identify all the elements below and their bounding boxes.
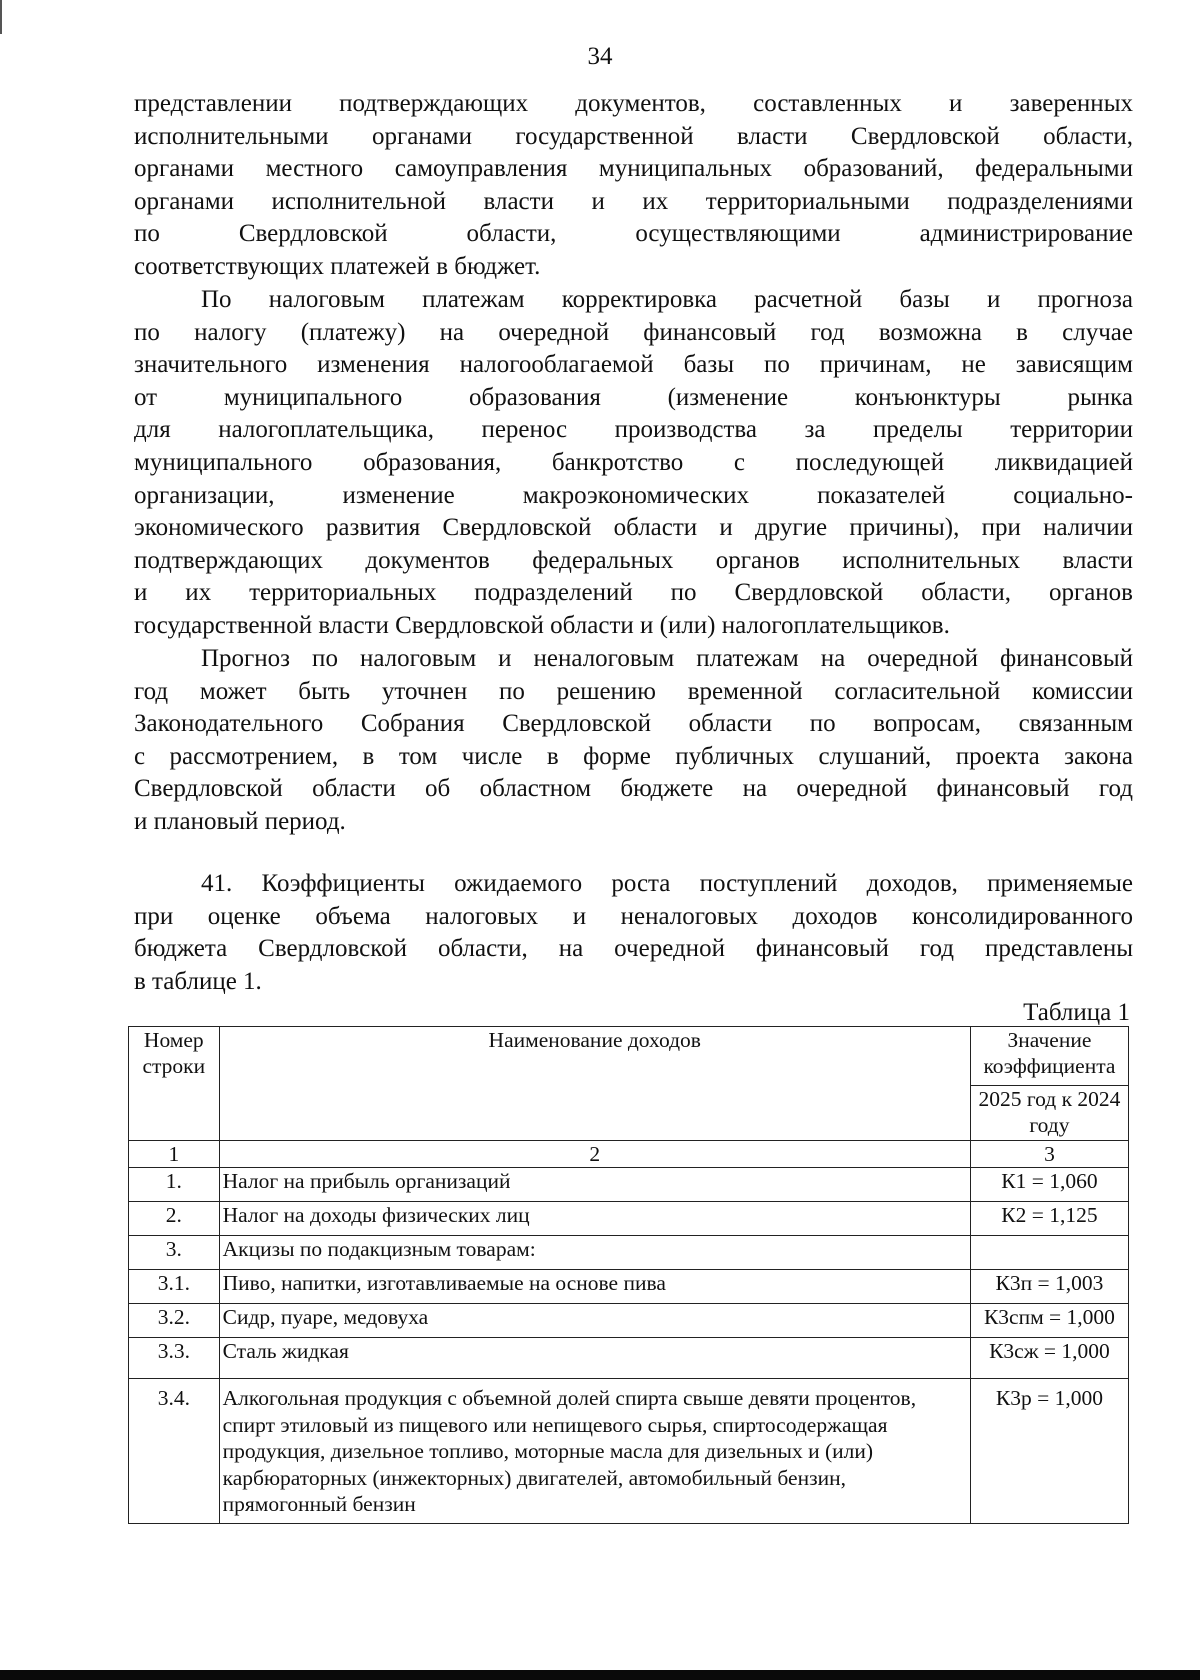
text-line: и плановый период. (134, 807, 346, 835)
column-index: 1 (129, 1141, 220, 1168)
text-line: при оценке объема налоговых и неналоговых доходов консолидированного (134, 902, 1133, 930)
text-line: Свердловской области об областном бюджете на очередной финансовый год (134, 775, 1133, 803)
row-number: 2. (129, 1202, 220, 1236)
header-coefficient-value: Значение коэффициента (970, 1027, 1128, 1086)
coefficient-value: К3р = 1,000 (970, 1379, 1128, 1524)
text-line: от муниципального образования (изменение конъюнктуры рынка (134, 383, 1133, 411)
coefficient-value: К2 = 1,125 (970, 1202, 1128, 1236)
text-line: государственной власти Свердловской области и (или) налогоплательщиков. (134, 611, 950, 639)
scan-edge-bottom (0, 1670, 1200, 1680)
row-number: 3.3. (129, 1338, 220, 1379)
text-line: Законодательного Собрания Свердловской области по вопросам, связанным (134, 710, 1133, 738)
income-name: Сталь жидкая (219, 1338, 970, 1379)
paragraph-tax-adjustment (134, 284, 1133, 643)
text-line: по налогу (платежу) на очередной финансовый год возможна в случае (134, 318, 1133, 346)
row-number: 3.4. (129, 1379, 220, 1524)
text-line: для налогоплательщика, перенос производства за пределы территории (134, 416, 1133, 444)
text-line: бюджета Свердловской области, на очередной финансовый год представлены (134, 935, 1133, 963)
text-line: с рассмотрением, в том числе в форме публичных слушаний, проекта закона (134, 742, 1133, 770)
income-name: Акцизы по подакцизным товарам: (219, 1236, 970, 1270)
text-line: муниципального образования, банкротство с последующей ликвидацией (134, 448, 1133, 476)
text-line: и их территориальных подразделений по Свердловской области, органов (134, 579, 1133, 607)
text-line: исполнительными органами государственной власти Свердловской области, (134, 122, 1133, 150)
text-line: Прогноз по налоговым и неналоговым платежам на очередной финансовый (201, 645, 1133, 672)
income-name: Налог на прибыль организаций (219, 1168, 970, 1202)
text-line: По налоговым платежам корректировка расчетной базы и прогноза (201, 286, 1133, 313)
table-row (129, 1338, 1129, 1379)
income-name: Налог на доходы физических лиц (219, 1202, 970, 1236)
column-index: 3 (970, 1141, 1128, 1168)
row-number: 3.1. (129, 1270, 220, 1304)
header-year-comparison: 2025 год к 2024 году (970, 1086, 1128, 1141)
row-number: 1. (129, 1168, 220, 1202)
coefficient-value: К3п = 1,003 (970, 1270, 1128, 1304)
row-number: 3. (129, 1236, 220, 1270)
header-row-number: Номер строки (129, 1027, 220, 1141)
text-line: в таблице 1. (134, 967, 262, 995)
column-index-row (129, 1141, 1129, 1168)
income-name: Сидр, пуаре, медовуха (219, 1304, 970, 1338)
text-line: представлении подтверждающих документов, составленных и заверенных (134, 90, 1133, 117)
text-line: организации, изменение макроэкономических показателей социально- (134, 481, 1133, 509)
coefficient-value (970, 1236, 1128, 1270)
text-line: по Свердловской области, осуществляющими администрирование (134, 220, 1133, 248)
coefficient-value: К1 = 1,060 (970, 1168, 1128, 1202)
text-line: 41. Коэффициенты ожидаемого роста поступлений доходов, применяемые (201, 870, 1133, 897)
scan-edge-left (0, 0, 2, 34)
paragraph-forecast-refinement (134, 643, 1133, 839)
text-line: органами местного самоуправления муниципальных образований, федеральными (134, 155, 1133, 183)
text-line: год может быть уточнен по решению временной согласительной комиссии (134, 677, 1133, 705)
coefficient-value: К3спм = 1,000 (970, 1304, 1128, 1338)
table-header-row (129, 1027, 1129, 1086)
table-row (129, 1168, 1129, 1202)
row-number: 3.2. (129, 1304, 220, 1338)
table-row (129, 1304, 1129, 1338)
table-row (129, 1202, 1129, 1236)
paragraph-item-41 (134, 868, 1133, 998)
text-line: органами исполнительной власти и их территориальными подразделениями (134, 187, 1133, 215)
column-index: 2 (219, 1141, 970, 1168)
coefficients-table (128, 1026, 1129, 1524)
table-caption: Таблица 1 (1023, 999, 1130, 1026)
header-income-name: Наименование доходов (219, 1027, 970, 1141)
coefficient-value: К3сж = 1,000 (970, 1338, 1128, 1379)
table-row (129, 1379, 1129, 1524)
income-name: Пиво, напитки, изготавливаемые на основе пива (219, 1270, 970, 1304)
text-line: значительного изменения налогооблагаемой базы по причинам, не зависящим (134, 351, 1133, 379)
paragraph-continuation (134, 88, 1133, 284)
income-name: Алкогольная продукция с объемной долей спирта свыше девяти процентов, спирт этиловый из пищевого или непищевого сырья, спиртосодержащая продукция, дизельное топливо, моторные масла для дизельных и (или) карбюраторных (инжекторных) двигателей, автомобильный бензин, прямогонный бензин (219, 1379, 970, 1524)
page-number: 34 (587, 43, 613, 70)
text-line: подтверждающих документов федеральных органов исполнительных власти (134, 546, 1133, 574)
table-row (129, 1270, 1129, 1304)
text-line: экономического развития Свердловской области и другие причины), при наличии (134, 514, 1133, 542)
table-row (129, 1236, 1129, 1270)
text-line: соответствующих платежей в бюджет. (134, 252, 541, 280)
